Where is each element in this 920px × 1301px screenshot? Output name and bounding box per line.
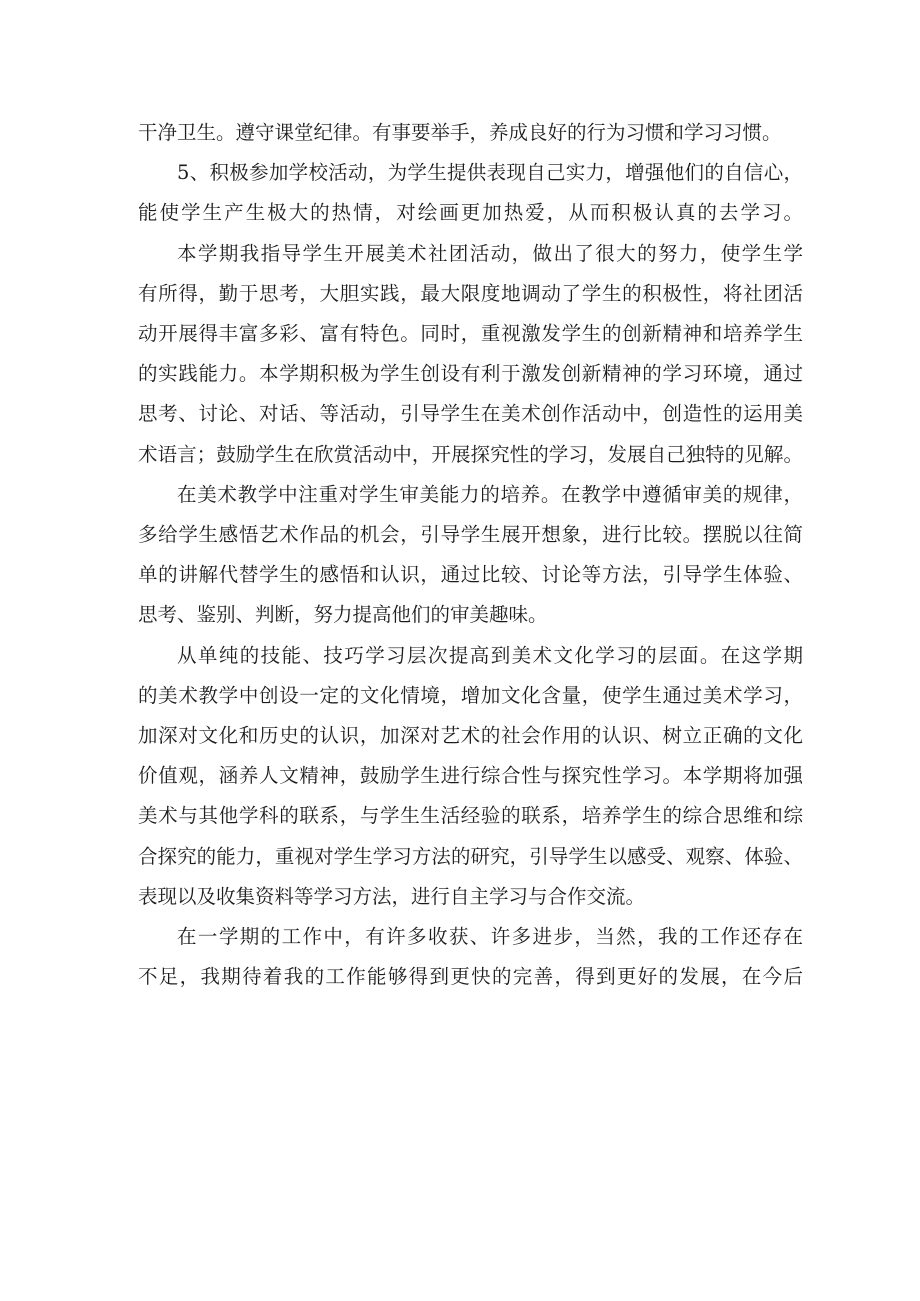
text-line: 的美术教学中创设一定的文化情境，增加文化含量，使学生通过美术学习， [138, 683, 803, 707]
text-line: 的实践能力。本学期积极为学生创设有利于激发创新精神的学习环境，通过 [138, 362, 803, 386]
text-line: 加深对文化和历史的认识，加深对艺术的社会作用的认识、树立正确的文化 [138, 724, 803, 748]
text-line: 5、积极参加学校活动，为学生提供表现自己实力，增强他们的自信心， [177, 161, 803, 185]
text-line: 单的讲解代替学生的感悟和认识，通过比较、讨论等方法，引导学生体验、 [138, 563, 803, 587]
text-line: 不足，我期待着我的工作能够得到更快的完善，得到更好的发展，在今后 [138, 965, 803, 989]
paragraph-3 [138, 234, 803, 475]
text-line: 美术与其他学科的联系，与学生生活经验的联系，培养学生的综合思维和综 [138, 804, 803, 828]
text-line: 表现以及收集资料等学习方法，进行自主学习与合作交流。 [138, 884, 646, 908]
text-line: 干净卫生。遵守课堂纪律。有事要举手，养成良好的行为习惯和学习习惯。 [138, 121, 782, 144]
paragraph-2 [138, 153, 803, 233]
text-line: 术语言；鼓励学生在欣赏活动中，开展探究性的学习，发展自己独特的见解。 [138, 442, 803, 466]
text-line: 动开展得丰富多彩、富有特色。同时，重视激发学生的创新精神和培养学生 [138, 322, 803, 346]
paragraph-1 [138, 113, 803, 153]
text-line: 能使学生产生极大的热情，对绘画更加热爱，从而积极认真的去学习。 [138, 201, 803, 225]
text-line: 合探究的能力，重视对学生学习方法的研究，引导学生以感受、观察、体验、 [138, 844, 803, 868]
text-line: 在美术教学中注重对学生审美能力的培养。在教学中遵循审美的规律， [177, 482, 803, 506]
text-line: 思考、讨论、对话、等活动，引导学生在美术创作活动中，创造性的运用美 [138, 402, 803, 426]
text-line: 有所得，勤于思考，大胆实践，最大限度地调动了学生的积极性，将社团活 [138, 281, 803, 305]
paragraph-6 [138, 917, 803, 997]
paragraph-4 [138, 475, 803, 636]
document-body [138, 113, 803, 997]
text-line: 价值观，涵养人文精神，鼓励学生进行综合性与探究性学习。本学期将加强 [138, 764, 803, 788]
text-line: 在一学期的工作中，有许多收获、许多进步，当然，我的工作还存在 [177, 925, 803, 949]
text-line: 思考、鉴别、判断，努力提高他们的审美趣味。 [138, 603, 548, 627]
paragraph-5 [138, 636, 803, 917]
text-line: 从单纯的技能、技巧学习层次提高到美术文化学习的层面。在这学期 [177, 643, 803, 667]
text-line: 多给学生感悟艺术作品的机会，引导学生展开想象，进行比较。摆脱以往简 [138, 523, 803, 547]
text-line: 本学期我指导学生开展美术社团活动，做出了很大的努力，使学生学 [177, 241, 803, 265]
